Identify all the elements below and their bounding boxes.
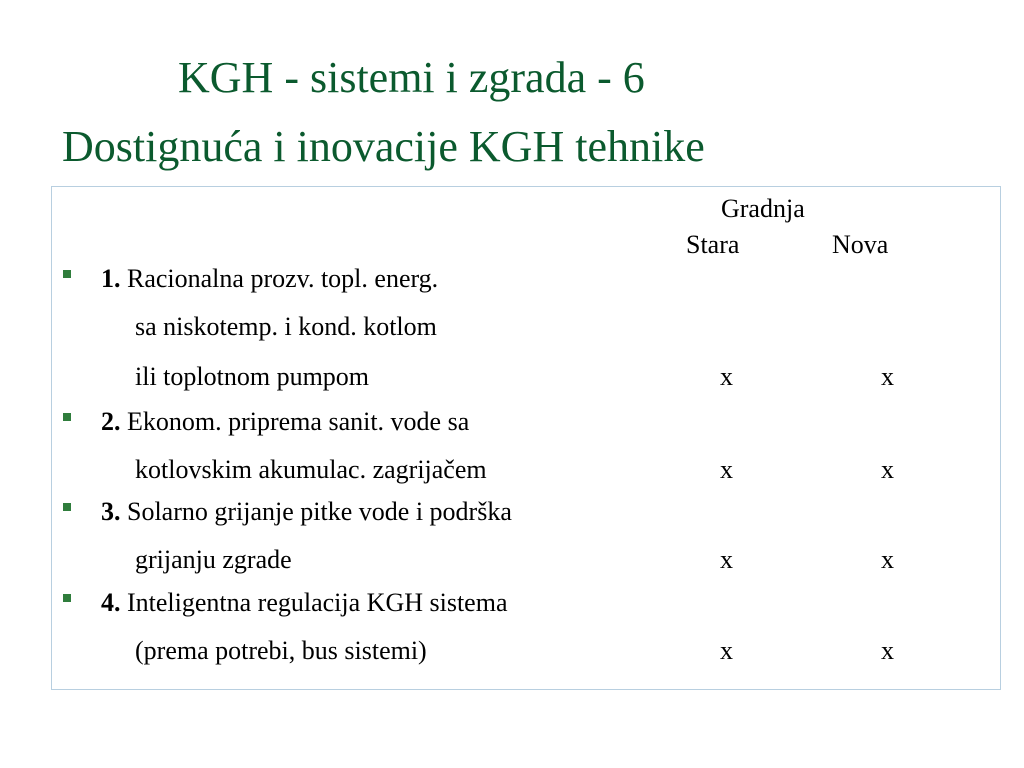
item-3-stara-mark: x <box>720 545 733 574</box>
list-item-3-line-2: grijanju zgrade <box>135 545 292 574</box>
item-3-nova-mark: x <box>881 545 894 574</box>
item-1-nova-mark: x <box>881 362 894 391</box>
item-number: 2. <box>101 407 121 436</box>
item-4-nova-mark: x <box>881 636 894 665</box>
slide-title-line-1: KGH - sistemi i zgrada - 6 <box>178 53 645 102</box>
bullet-icon <box>63 503 71 511</box>
list-item-2-line-2: kotlovskim akumulac. zagrijačem <box>135 455 487 484</box>
header-gradnja: Gradnja <box>721 194 805 223</box>
item-text: Ekonom. priprema sanit. vode sa <box>127 407 470 436</box>
item-2-stara-mark: x <box>720 455 733 484</box>
item-text: Solarno grijanje pitke vode i podrška <box>127 497 512 526</box>
item-number: 1. <box>101 264 121 293</box>
bullet-icon <box>63 270 71 278</box>
item-2-nova-mark: x <box>881 455 894 484</box>
item-text: Inteligentna regulacija KGH sistema <box>127 588 508 617</box>
bullet-icon <box>63 413 71 421</box>
bullet-icon <box>63 594 71 602</box>
item-text: Racionalna prozv. topl. energ. <box>127 264 439 293</box>
list-item-4-line-2: (prema potrebi, bus sistemi) <box>135 636 427 665</box>
item-4-stara-mark: x <box>720 636 733 665</box>
header-nova: Nova <box>832 230 889 259</box>
item-number: 3. <box>101 497 121 526</box>
list-item-4-line-1 <box>101 590 507 616</box>
item-1-stara-mark: x <box>720 362 733 391</box>
list-item-1-line-3: ili toplotnom pumpom <box>135 362 370 391</box>
list-item-1-line-1 <box>101 266 438 292</box>
item-number: 4. <box>101 588 121 617</box>
list-item-3-line-1 <box>101 499 512 525</box>
header-stara: Stara <box>686 230 740 259</box>
list-item-1-line-2: sa niskotemp. i kond. kotlom <box>135 312 437 341</box>
list-item-2-line-1 <box>101 409 469 435</box>
slide-title-line-2: Dostignuća i inovacije KGH tehnike <box>62 122 705 171</box>
